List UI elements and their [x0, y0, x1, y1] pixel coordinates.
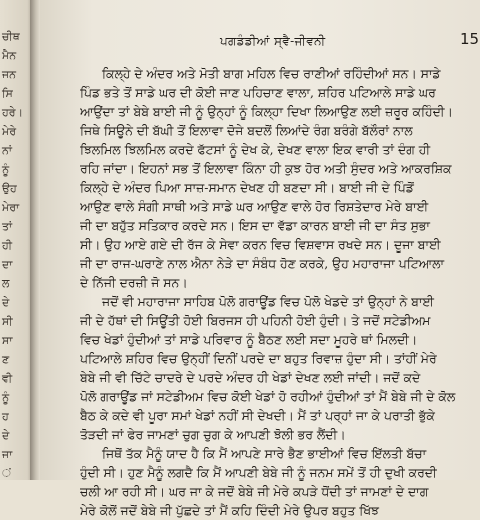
facing-page-line: ਦਾ [2, 258, 13, 271]
body-text [80, 64, 480, 520]
facing-page-line: ਮੇਰੇ [2, 125, 17, 138]
text-line: ਸੀ। ਉਹ ਆਏ ਗਏ ਦੀ ਰੱਜ ਕੇ ਸੇਵਾ ਕਰਨ ਵਿਚ ਵਿਸ਼ਵਾਸ ਰਖਦੇ ਸਨ। ਦੂਜਾ ਬਾਈ [80, 237, 441, 252]
text-line: ਬੇਬੇ ਜੀ ਵੀ ਚਿੱਟੇ ਚਾਦਰੇ ਦੇ ਪਰਦੇ ਅੰਦਰ ਹੀ ਖੇਡਾਂ ਦੇਖਣ ਲਈ ਜਾਂਦੀ। ਜਦੋਂ ਕਦੇ [80, 370, 421, 385]
facing-page-line: ਜਾ [2, 448, 13, 461]
facing-page-line: ਹ [2, 410, 9, 423]
text-line: ਝਿਲਮਿਲ ਝਿਲਮਿਲ ਕਰਦੇ ਫੱਟਸਾਂ ਨੂੰ ਦੇਖ ਕੇ, ਦੇਖਣ ਵਾਲਾ ਇਕ ਵਾਰੀ ਤਾਂ ਦੰਗ ਹੀ [80, 142, 431, 157]
facing-page-line: ਚੀਥ [2, 30, 20, 43]
book-gutter [30, 0, 40, 480]
text-line: ਕਿਲ੍ਹੇ ਦੇ ਅੰਦਰ ਅਤੇ ਮੋਤੀ ਬਾਗ ਮਹਿਲ ਵਿਚ ਰਾਣੀਆਂ ਰਹਿੰਦੀਆਂ ਸਨ। ਸਾਡੇ [102, 66, 441, 81]
text-line: ਜੀ ਦਾ ਬਹੁੱਤ ਸਤਿਕਾਰ ਕਰਦੇ ਸਨ। ਇਸ ਦਾ ਵੱਡਾ ਕਾਰਨ ਬਾਈ ਜੀ ਦਾ ਸੰਤ ਸੁਭਾ [80, 218, 430, 233]
text-line: ਪੋਲੋ ਗਰਾਊਂਡ ਜਾਂ ਸਟੇਡੀਅਮ ਵਿਚ ਕੋਈ ਖੇਡਾਂ ਹੋ ਰਹੀਆਂ ਹੁੰਦੀਆਂ ਤਾਂ ਮੈਂ ਬੇਬੇ ਜੀ ਦੇ ਕੋਲ [80, 389, 456, 404]
text-line: ਜਦੋਂ ਵੀ ਮਹਾਰਾਜਾ ਸਾਹਿਬ ਪੋਲੋ ਗਰਾਊਂਡ ਵਿਚ ਪੋਲੋ ਖੇਡਦੇ ਤਾਂ ਉਨ੍ਹਾਂ ਨੇ ਬਾਈ [102, 294, 434, 309]
text-line: ਪਟਿਆਲੇ ਸ਼ਹਿਰ ਵਿਚ ਉਨ੍ਹੀਂ ਦਿਨੀਂ ਪਰਦੇ ਦਾ ਬਹੁਤ ਰਿਵਾਜ਼ ਹੁੰਦਾ ਸੀ। ਤਾਂਹੀਂ ਮੇਰੇ [80, 351, 437, 366]
text-line: ਹੁੰਦੀ ਸੀ। ਹੁਣ ਮੈਨੂੰ ਲਗਦੈ ਕਿ ਮੈਂ ਆਪਣੀ ਬੇਬੇ ਜੀ ਨੂੰ ਜਨਮ ਸਮੇਂ ਤੋਂ ਹੀ ਦੁਖੀ ਕਰਦੀ [80, 465, 437, 480]
facing-page-line: ਸਾ [2, 334, 13, 347]
facing-page-line: ਹਰੇ। [2, 106, 23, 119]
facing-page-line: ਸੀ [2, 315, 13, 328]
facing-page-line: ਮੈਨ [2, 49, 17, 62]
text-line: ਚਲੀ ਆ ਰਹੀ ਸੀ। ਘਰ ਜਾ ਕੇ ਜਦੋਂ ਬੇਬੇ ਜੀ ਮੇਰੇ ਕਪੜੇ ਧੋਂਦੀ ਤਾਂ ਜਾਮਣਾਂ ਦੇ ਦਾਗ [80, 484, 429, 499]
facing-page-line: ਸਿ [2, 87, 13, 100]
facing-page-line: ਦੇ [2, 296, 10, 309]
facing-page [0, 0, 34, 480]
facing-page-line: ਣ [2, 353, 10, 366]
text-line: ਦੇ ਨਿੱਜੀ ਦਰਜ਼ੀ ਜੋ ਸਨ। [80, 275, 188, 290]
facing-page-line: ਨੂੰ [2, 163, 10, 176]
facing-page-line: ਵੀ [2, 372, 13, 385]
page-number: 15 [460, 30, 480, 48]
facing-page-line: ਦੇ [2, 429, 10, 442]
facing-page-line: ਨੂੰ [2, 391, 10, 404]
facing-page-line: ਤਾਂ [2, 220, 13, 233]
text-line: ਪਿੰਡ ਭਤੇ ਤੋਂ ਸਾਡੇ ਘਰ ਦੀ ਕੋਈ ਜਾਣ ਪਹਿਚਾਣ ਵਾਲਾ, ਸ਼ਹਿਰ ਪਟਿਆਲੇ ਸਾਡੇ ਘਰ [80, 85, 436, 100]
text-line: ਵਿਚ ਖੇਡਾਂ ਹੁੰਦੀਆਂ ਤਾਂ ਸਾਡੇ ਪਰਿਵਾਰ ਨੂੰ ਬੈਠਣ ਲਈ ਸਦਾ ਮੂਹਰੇ ਥਾਂ ਮਿਲਦੀ। [80, 332, 418, 347]
text-line: ਜਿਥੋਂ ਤੱਕ ਮੈਨੂੰ ਯਾਦ ਹੈ ਕਿ ਮੈਂ ਆਪਣੇ ਸਾਰੇ ਭੈਣ ਭਾਈਆਂ ਵਿਚ ਇੱਲਤੀ ਬੱਚਾ [102, 446, 427, 461]
text-line: ਜੀ ਦਾ ਰਾਜ-ਘਰਾਣੇ ਨਾਲ ਐਨਾ ਨੇੜੇ ਦਾ ਸੰਬੰਧ ਹੋਣ ਕਰਕੇ, ਉਹ ਮਹਾਰਾਜਾ ਪਟਿਆਲਾ [80, 256, 445, 271]
text-line: ਕਿਲ੍ਹੇ ਦੇ ਅੰਦਰ ਪਿਆ ਸਾਜ਼-ਸਮਾਨ ਦੇਖਣ ਹੀ ਬਣਦਾ ਸੀ। ਬਾਈ ਜੀ ਦੇ ਪਿੰਡੋਂ [80, 180, 414, 195]
text-line: ਆਉਣ ਵਾਲੇ ਸੰਗੀ ਸਾਥੀ ਅਤੇ ਸਾਡੇ ਘਰ ਆਉਣ ਵਾਲੇ ਹੋਰ ਰਿਸ਼ਤੇਦਾਰ ਮੇਰੇ ਬਾਈ [80, 199, 429, 214]
facing-page-line: ਜਨ [2, 68, 17, 81]
facing-page-line: ਨਾਂ [2, 144, 12, 157]
text-line: ਆਉਂਦਾ ਤਾਂ ਬੇਬੇ ਬਾਈ ਜੀ ਨੂੰ ਉਨ੍ਹਾਂ ਨੂੰ ਕਿਲ੍ਹਾ ਦਿਖਾ ਲਿਆਉਣ ਲਈ ਜ਼ਰੂਰ ਕਹਿੰਦੀ। [80, 104, 453, 119]
text-line: ਤੋੜਦੀ ਜਾਂ ਫੇਰ ਜਾਮਣਾਂ ਚੁਗ ਚੁਗ ਕੇ ਆਪਣੀ ਝੋਲੀ ਭਰ ਲੈਂਦੀ। [80, 427, 346, 442]
facing-page-line: ਹੀ [2, 239, 13, 252]
facing-page-line: ਲ [2, 277, 10, 290]
running-header: ਪਗਡੰਡੀਆਂ ਸ੍ਵੈ-ਜੀਵਨੀ [220, 34, 326, 48]
text-line: ਬੈਠ ਕੇ ਕਦੇ ਵੀ ਪੂਰਾ ਸਮਾਂ ਖੇਡਾਂ ਨਹੀਂ ਸੀ ਦੇਖਦੀ। ਮੈਂ ਤਾਂ ਪਰ੍ਹਾਂ ਜਾ ਕੇ ਪਰਾਤੀ ਭੁੱਕੇ [80, 408, 435, 423]
facing-page-line: ਮੇਰਾ [2, 201, 20, 214]
text-line: ਰਹਿ ਜਾਂਦਾ। ਇਹਨਾਂ ਸਭ ਤੋਂ ਇਲਾਵਾ ਕਿੰਨਾ ਹੀ ਕੁਝ ਹੋਰ ਅਤੀ ਸੁੰਦਰ ਅਤੇ ਆਕਰਸ਼ਿਕ [80, 161, 452, 176]
text-line: ਜੀ ਦੇ ਹੱਥਾਂ ਦੀ ਸਿਊਂਤੀ ਹੋਈ ਬਿਰਜਸ ਹੀ ਪਹਿਨੀ ਹੋਈ ਹੁੰਦੀ। ਤੇ ਜਦੋਂ ਸਟੇਡੀਅਮ [80, 313, 431, 328]
text-line: ਮੇਰੇ ਕੋਲੋਂ ਜਦੋਂ ਬੇਬੇ ਜੀ ਪੁੱਛਦੇ ਤਾਂ ਮੈਂ ਕਹਿ ਦਿੰਦੀ ਮੇਰੇ ਉਪਰ ਬਹੁਤ ਖਿੱਝ [80, 503, 379, 518]
facing-page-line: ਉਹ [2, 182, 17, 195]
facing-page-line: ਂ [2, 467, 11, 480]
text-line: ਜਿਥੇ ਸਿਊਨੇ ਦੀ ਬੱਘੀ ਤੋਂ ਇਲਾਵਾ ਦੋਜੇ ਬਦਲੋਂ ਲਿਆਂਦੇ ਰੰਗ ਬਰੰਗੇ ਬੱਲੌਰਾਂ ਨਾਲ [80, 123, 413, 138]
